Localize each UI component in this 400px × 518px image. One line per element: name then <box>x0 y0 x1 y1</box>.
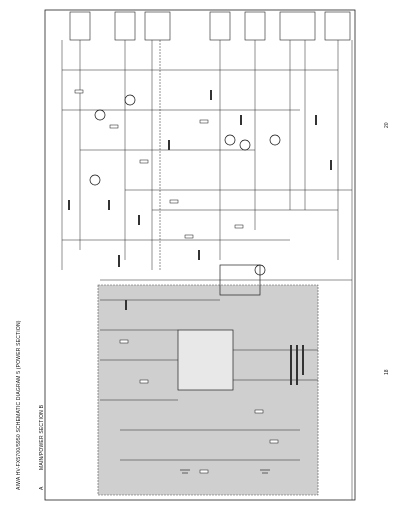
ic-block <box>178 330 233 390</box>
page-title: AIWA HV-FX5700/5950 SCHEMATIC DIAGRAM 5 (POWER SECTION) <box>16 320 22 490</box>
transistor-symbols <box>90 95 280 275</box>
page-number-left: 18 <box>384 369 390 375</box>
connector-row <box>70 12 350 40</box>
section-label: MAIN/POWER SECTION B <box>39 404 45 470</box>
section-letter: A <box>39 486 45 490</box>
page-number-right: 20 <box>384 122 390 128</box>
